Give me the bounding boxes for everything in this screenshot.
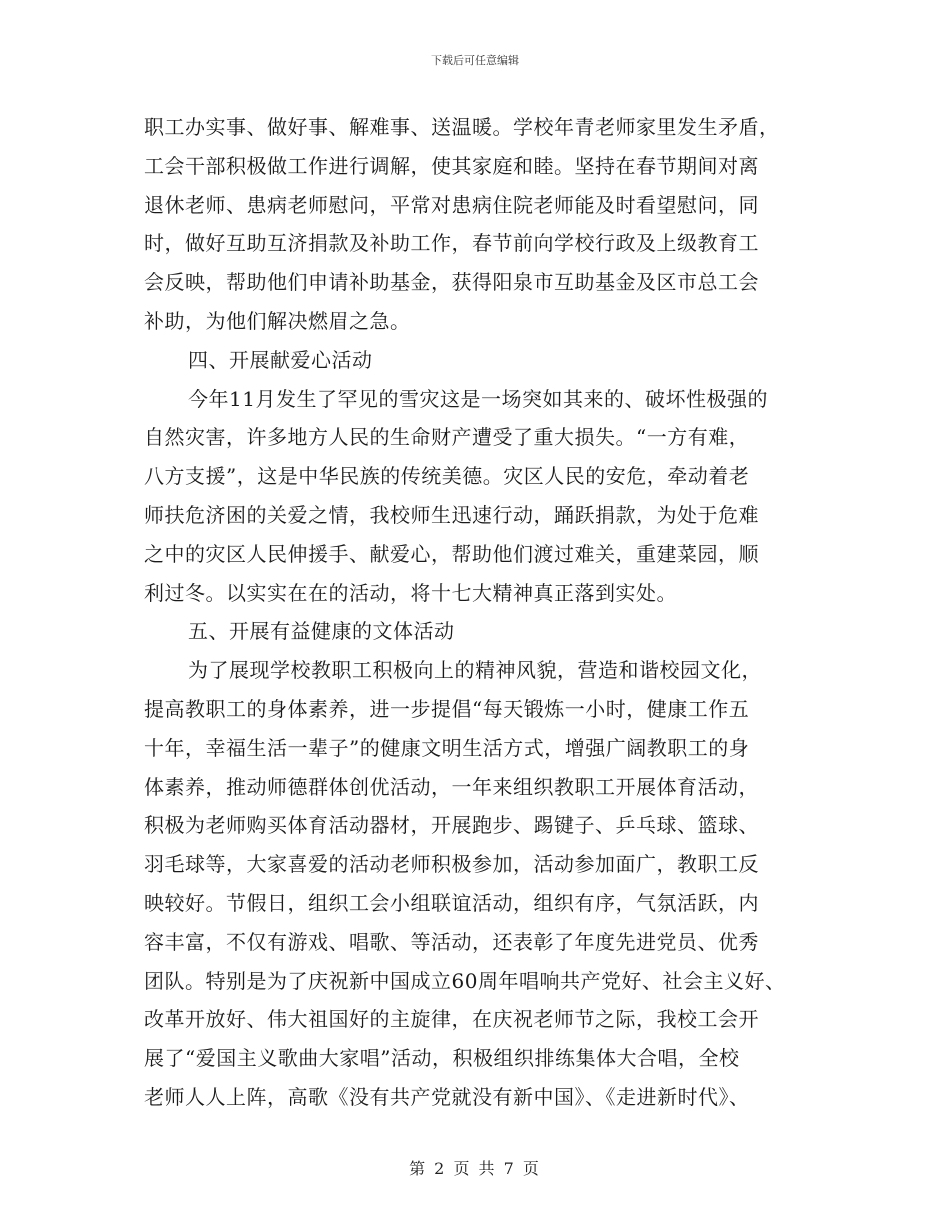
body-line: 之中的灾区人民伸援手、献爱心，帮助他们渡过难关，重建菜园，顺 (144, 541, 759, 566)
body-line: 会反映，帮助他们申请补助基金，获得阳泉市互助基金及区市总工会 (144, 270, 759, 295)
body-line: 老师人人上阵，高歌《没有共产党就没有新中国》、《走进新时代》、 (144, 1084, 750, 1109)
body-line: 羽毛球等，大家喜爱的活动老师积极参加，活动参加面广，教职工反 (144, 852, 759, 877)
body-line: 自然灾害，许多地方人民的生命财产遭受了重大损失。“一方有难， (144, 425, 750, 450)
body-line: 体素养，推动师德群体创优活动，一年来组织教职工开展体育活动， (144, 774, 759, 799)
body-line: 退休老师、患病老师慰问，平常对患病住院老师能及时看望慰问，同 (144, 192, 759, 217)
body-line: 映较好。节假日，组织工会小组联谊活动，组织有序，气氛活跃，内 (144, 890, 759, 915)
body-line: 八方支援”，这是中华民族的传统美德。灾区人民的安危，牵动着老 (144, 464, 750, 489)
body-line: 职工办实事、做好事、解难事、送温暖。学校年青老师家里发生矛盾， (144, 115, 780, 139)
body-line: 提高教职工的身体素养，进一步提倡“每天锻炼一小时，健康工作五 (144, 696, 750, 721)
body-line: 工会干部积极做工作进行调解，使其家庭和睦。坚持在春节期间对离 (144, 153, 759, 178)
body-line: 展了“爱国主义歌曲大家唱”活动，积极组织排练集体大合唱，全校 (144, 1046, 740, 1071)
body-line: 团队。特别是为了庆祝新中国成立60周年唱响共产党好、社会主义好、 (144, 968, 786, 993)
body-line: 师扶危济困的关爱之情，我校师生迅速行动，踊跃捐款，为处于危难 (144, 502, 759, 527)
body-line: 今年11月发生了罕见的雪灾这是一场突如其来的、破坏性极强的 (188, 386, 768, 411)
body-line: 容丰富，不仅有游戏、唱歌、等活动，还表彰了年度先进党员、优秀 (144, 929, 759, 954)
body-line: 改革开放好、伟大祖国好的主旋律，在庆祝老师节之际，我校工会开 (144, 1007, 759, 1032)
page-number: 第 2 页 共 7 页 (409, 1159, 541, 1178)
section-heading: 四、开展献爱心活动 (188, 347, 373, 372)
body-line: 十年，幸福生活一辈子”的健康文明生活方式，增强广阔教职工的身 (144, 735, 750, 760)
body-line: 补助，为他们解决燃眉之急。 (144, 308, 411, 333)
body-line: 利过冬。以实实在在的活动，将十七大精神真正落到实处。 (144, 580, 677, 605)
document-body (144, 108, 814, 1117)
section-heading: 五、开展有益健康的文体活动 (188, 619, 455, 644)
body-line: 时，做好互助互济捐款及补助工作，春节前向学校行政及上级教育工 (144, 231, 759, 256)
page-header: 下载后可任意编辑 (431, 54, 519, 67)
body-line: 积极为老师购买体育活动器材，开展跑步、踢键子、乒乓球、篮球、 (144, 813, 759, 838)
body-line: 为了展现学校教职工积极向上的精神风貌，营造和谐校园文化， (188, 658, 762, 683)
